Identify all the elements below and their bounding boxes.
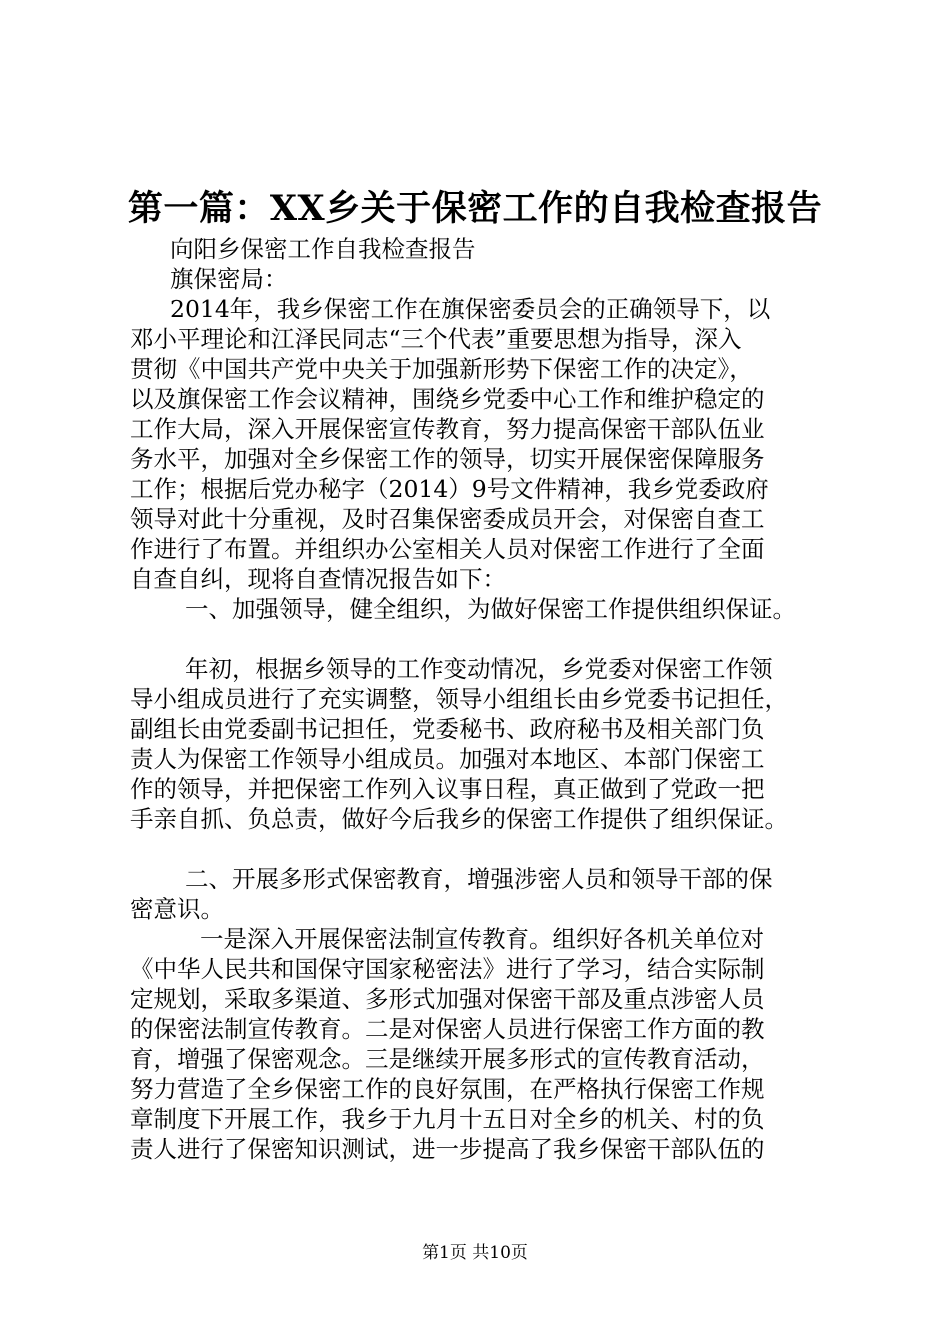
report-addressee: 旗保密局： — [170, 265, 288, 293]
paragraph-line: 贯彻《中国共产党中央关于加强新形势下保密工作的决定》， — [130, 355, 753, 383]
paragraph-line: 《中华人民共和国保守国家秘密法》进行了学习，结合实际制 — [130, 955, 765, 983]
paragraph-line: 自查自纠，现将自查情况报告如下： — [130, 565, 506, 593]
document-body — [130, 234, 852, 1164]
paragraph-line: 责人进行了保密知识测试，进一步提高了我乡保密干部队伍的 — [130, 1135, 765, 1163]
blank-line — [130, 624, 852, 654]
paragraph-line: 工作大局，深入开展保密宣传教育，努力提高保密干部队伍业 — [130, 415, 765, 443]
report-subtitle: 向阳乡保密工作自我检查报告 — [170, 235, 476, 263]
paragraph-line: 责人为保密工作领导小组成员。加强对本地区、本部门保密工 — [130, 745, 765, 773]
paragraph-line: 年初，根据乡领导的工作变动情况，乡党委对保密工作领 — [185, 655, 773, 683]
paragraph-line: 的保密法制宣传教育。二是对保密人员进行保密工作方面的教 — [130, 1015, 765, 1043]
paragraph-line: 工作；根据后党办秘字（2014）9号文件精神，我乡党委政府 — [130, 475, 769, 503]
paragraph-line: 作的领导，并把保密工作列入议事日程，真正做到了党政一把 — [130, 775, 765, 803]
paragraph-line: 育，增强了保密观念。三是继续开展多形式的宣传教育活动， — [130, 1045, 765, 1073]
document-title: 第一篇：XX乡关于保密工作的自我检查报告 — [127, 188, 823, 229]
paragraph-line: 务水平，加强对全乡保密工作的领导，切实开展保密保障服务 — [130, 445, 765, 473]
paragraph-line: 一是深入开展保密法制宣传教育。组织好各机关单位对 — [200, 925, 764, 953]
paragraph-line: 作进行了布置。并组织办公室相关人员对保密工作进行了全面 — [130, 535, 765, 563]
paragraph-line: 努力营造了全乡保密工作的良好氛围，在严格执行保密工作规 — [130, 1075, 765, 1103]
section-heading: 二、开展多形式保密教育，增强涉密人员和领导干部的保 — [185, 865, 773, 893]
section-heading: 一、加强领导，健全组织，为做好保密工作提供组织保证。 — [185, 595, 796, 623]
paragraph-line: 邓小平理论和江泽民同志“三个代表”重要思想为指导，深入 — [130, 325, 742, 353]
paragraph-line: 以及旗保密工作会议精神，围绕乡党委中心工作和维护稳定的 — [130, 385, 765, 413]
paragraph-line: 定规划，采取多渠道、多形式加强对保密干部及重点涉密人员 — [130, 985, 765, 1013]
section-heading-continued: 密意识。 — [130, 895, 224, 923]
paragraph-line: 导小组成员进行了充实调整，领导小组组长由乡党委书记担任， — [130, 685, 788, 713]
paragraph-line: 2014年，我乡保密工作在旗保密委员会的正确领导下，以 — [170, 295, 771, 323]
paragraph-line: 手亲自抓、负总责，做好今后我乡的保密工作提供了组织保证。 — [130, 805, 788, 833]
page-number: 第1页 共10页 — [422, 1243, 528, 1263]
paragraph-line: 领导对此十分重视，及时召集保密委成员开会，对保密自查工 — [130, 505, 765, 533]
paragraph-line: 副组长由党委副书记担任，党委秘书、政府秘书及相关部门负 — [130, 715, 765, 743]
paragraph-line: 章制度下开展工作，我乡于九月十五日对全乡的机关、村的负 — [130, 1105, 765, 1133]
blank-line — [130, 834, 852, 864]
